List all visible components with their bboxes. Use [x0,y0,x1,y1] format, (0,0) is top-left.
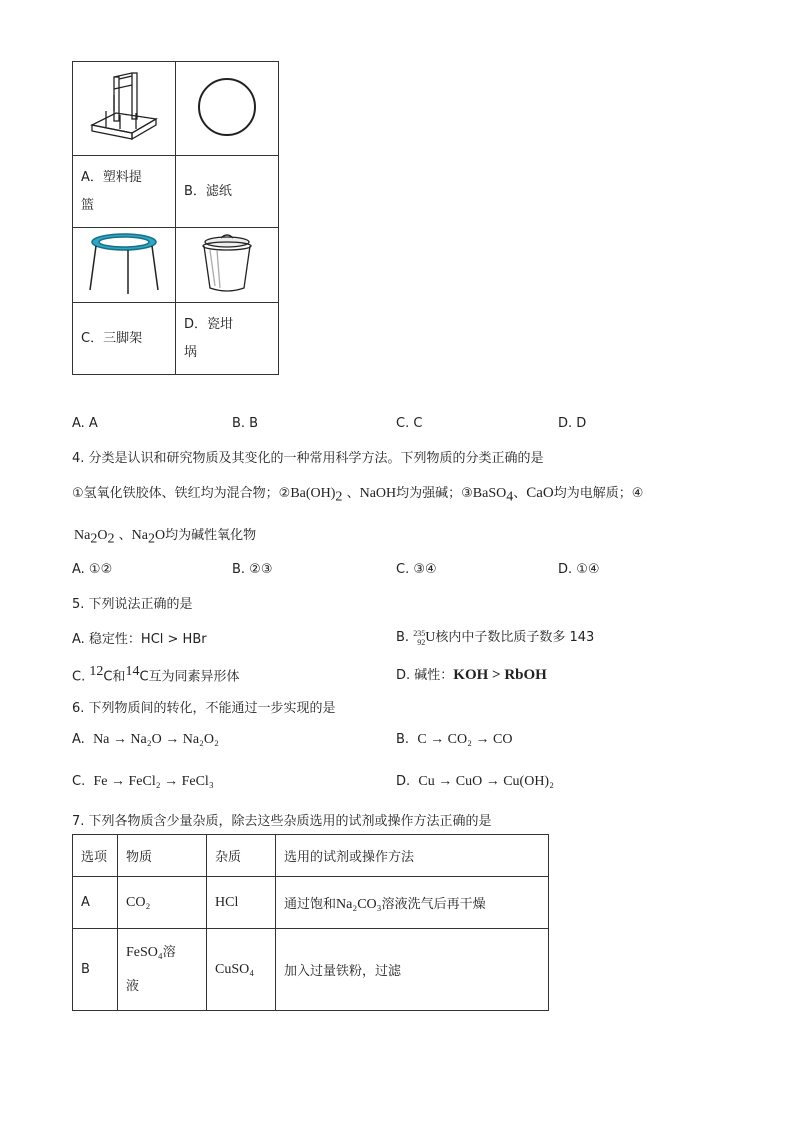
q4-statement-line1: ①氢氧化铁胶体、铁红均为混合物；$②Ba(OH)_2$ 、NaOH均为强碱；③BaSO$_4$、CaO均为电解质；④ [72,485,644,505]
q6-stem: 6. 下列物质间的转化，不能通过一步实现的是 [72,701,336,716]
apparatus-label-a: A．塑料提 篮 [73,156,176,228]
q5-stem: 5. 下列说法正确的是 [72,597,193,612]
q4-option-d: D. ①④ [558,562,600,577]
table-row [73,929,549,1011]
row-b-substance: FeSO₄溶 液 [118,929,207,1011]
table-header-row [73,835,549,877]
q4-option-b: B. ②③ [232,562,273,577]
row-b-option: B [73,929,118,1011]
q3-option-c: C. C [396,416,423,431]
q4-stem: 4. 分类是认识和研究物质及其变化的一种常用科学方法。下列物质的分类正确的是 [72,451,544,466]
q6-option-a: A. Na → Na₂O → Na₂O₂ [72,732,219,747]
q6-option-c: C. Fe → FeCl₂ → FeCl₃ [72,774,214,789]
q6-option-d: D. Cu → CuO → Cu(OH)₂ [396,774,554,789]
apparatus-label-b: B．滤纸 [176,156,279,228]
q5-option-c: C. $^{12}$C和$^{14}$C互为同素异形体 [72,664,240,685]
apparatus-cell-a-image [73,62,176,156]
header-method: 选用的试剂或操作方法 [276,835,549,877]
q5-option-b: B. 235 92U核内中子数比质子数多 143 [396,628,595,647]
q4-statement-line2: $Na_2O_2$ 、$Na_2O$均为碱性氧化物 [74,528,257,547]
header-substance: 物质 [118,835,207,877]
q3-option-b: B. B [232,416,259,431]
plastic-basket-icon [84,67,164,147]
header-option: 选项 [73,835,118,877]
q6-option-b: B. C → CO₂ → CO [396,732,513,747]
header-impurity: 杂质 [207,835,276,877]
filter-paper-icon [195,75,259,139]
apparatus-cell-b-image [176,62,279,156]
row-a-option: A [73,877,118,929]
q7-table [72,834,549,1011]
q7-stem: 7. 下列各物质含少量杂质，除去这些杂质选用的试剂或操作方法正确的是 [72,814,492,829]
apparatus-cell-d-image [176,228,279,303]
table-row [73,877,549,929]
q3-option-d: D. D [558,416,587,431]
q5-option-a: A. 稳定性：HCl > HBr [72,632,207,647]
apparatus-cell-c-image [73,228,176,303]
row-a-method: 通过饱和Na₂CO₃溶液洗气后再干燥 [276,877,549,929]
row-a-impurity: HCl [207,877,276,929]
q4-option-c: C. ③④ [396,562,437,577]
apparatus-label-d: D．瓷坩 埚 [176,303,279,375]
q5-option-d: D. 碱性：KOH > RbOH [396,667,547,683]
row-a-substance: CO₂ [118,877,207,929]
q4-option-a: A. ①② [72,562,113,577]
porcelain-crucible-icon [197,230,257,296]
tripod-icon [84,230,164,296]
row-b-method: 加入过量铁粉，过滤 [276,929,549,1011]
apparatus-label-c: C．三脚架 [73,303,176,375]
q3-option-a: A. A [72,416,98,431]
row-b-impurity: CuSO₄ [207,929,276,1011]
apparatus-table [72,61,279,375]
